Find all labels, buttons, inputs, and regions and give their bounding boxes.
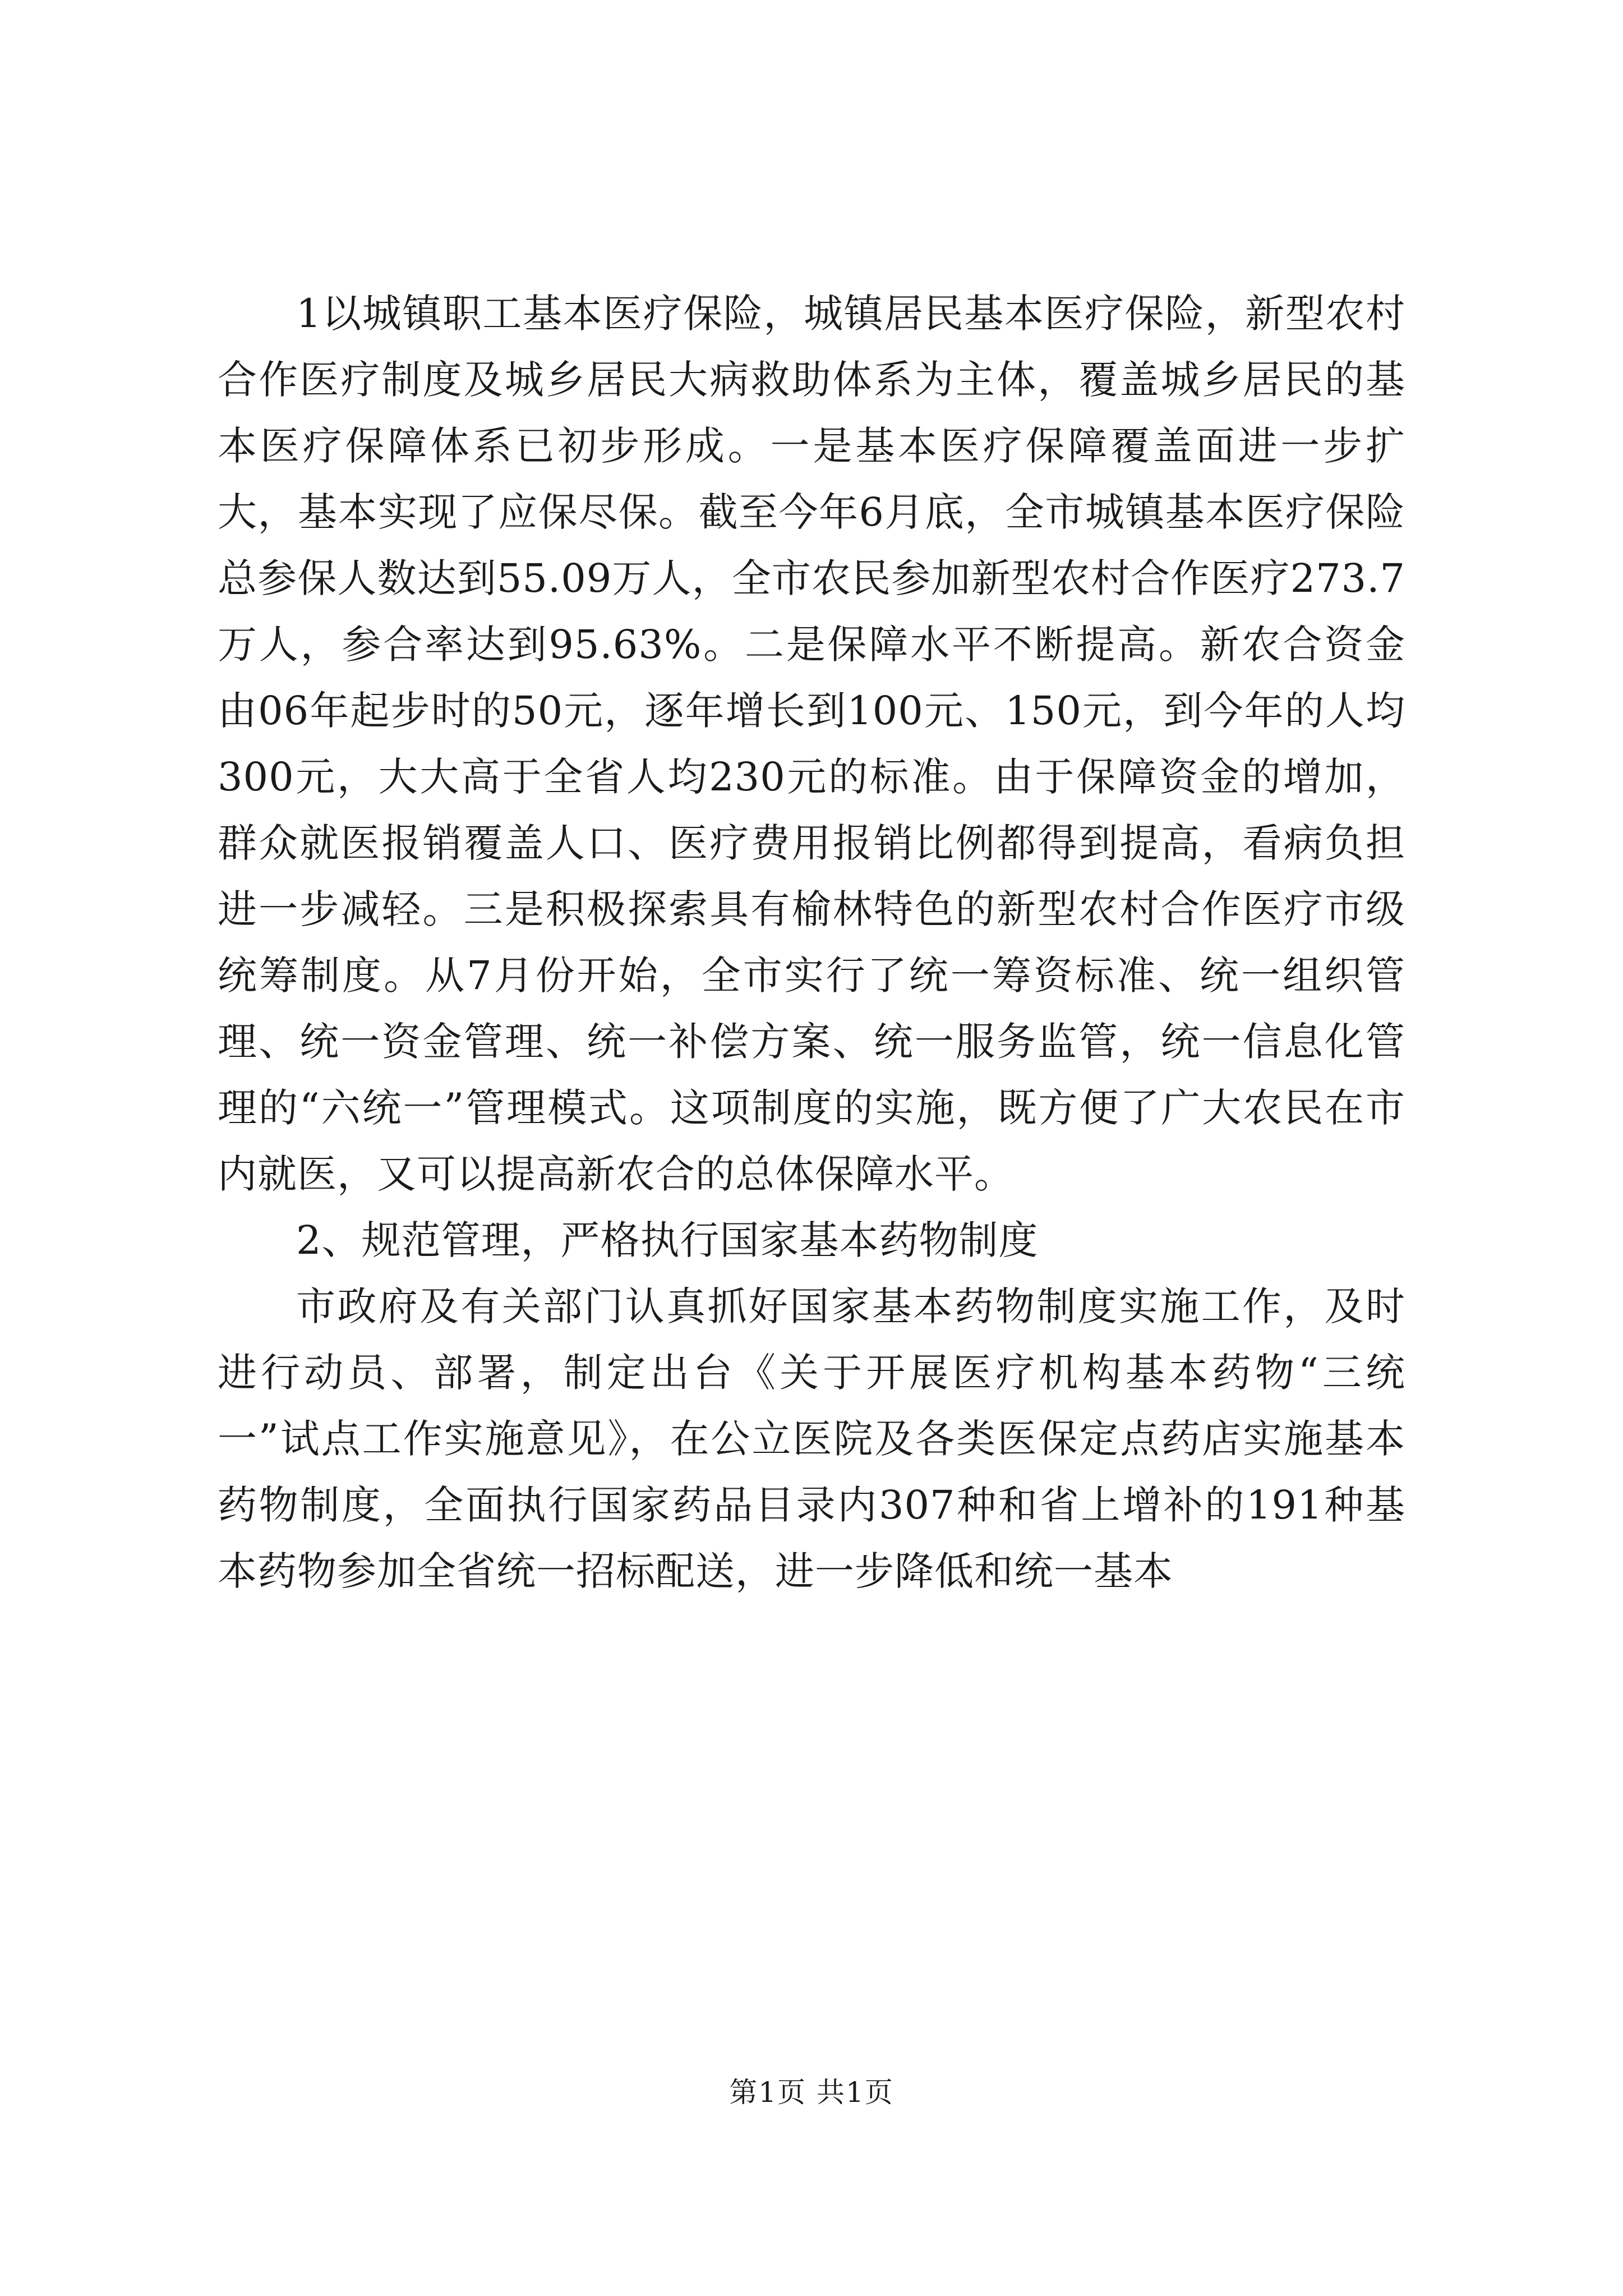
paragraph-medical-insurance: 1以城镇职工基本医疗保险，城镇居民基本医疗保险，新型农村合作医疗制度及城乡居民大病救助体系为主体，覆盖城乡居民的基本医疗保障体系已初步形成。一是基本医疗保障覆盖面进一步扩大，基本实现了应保尽保。截至今年6月底，全市城镇基本医疗保险总参保人数达到55.09万人，全市农民参加新型农村合作医疗273.7万人，参合率达到95.63%。二是保障水平不断提高。新农合资金由06年起步时的50元，逐年增长到100元、150元，到今年的人均300元，大大高于全省人均230元的标准。由于保障资金的增加，群众就医报销覆盖人口、医疗费用报销比例都得到提高，看病负担进一步减轻。三是积极探索具有榆林特色的新型农村合作医疗市级统筹制度。从7月份开始，全市实行了统一筹资标准、统一组织管理、统一资金管理、统一补偿方案、统一服务监管，统一信息化管理的“六统一”管理模式。这项制度的实施，既方便了广大农民在市内就医，又可以提高新农合的总体保障水平。 (218, 291, 1405, 1197)
paragraph-essential-drugs: 市政府及有关部门认真抓好国家基本药物制度实施工作，及时进行动员、部署，制定出台《关于开展医疗机构基本药物“三统一”试点工作实施意见》，在公立医院及各类医保定点药店实施基本药物制度，全面执行国家药品目录内307种和省上增补的191种基本药物参加全省统一招标配送，进一步降低和统一基本 (218, 1283, 1405, 1594)
section-heading-essential-drugs: 2、规范管理，严格执行国家基本药物制度 (296, 1217, 1039, 1263)
document-body (218, 280, 1405, 1604)
page-footer: 第1页 共1页 (729, 2076, 894, 2109)
